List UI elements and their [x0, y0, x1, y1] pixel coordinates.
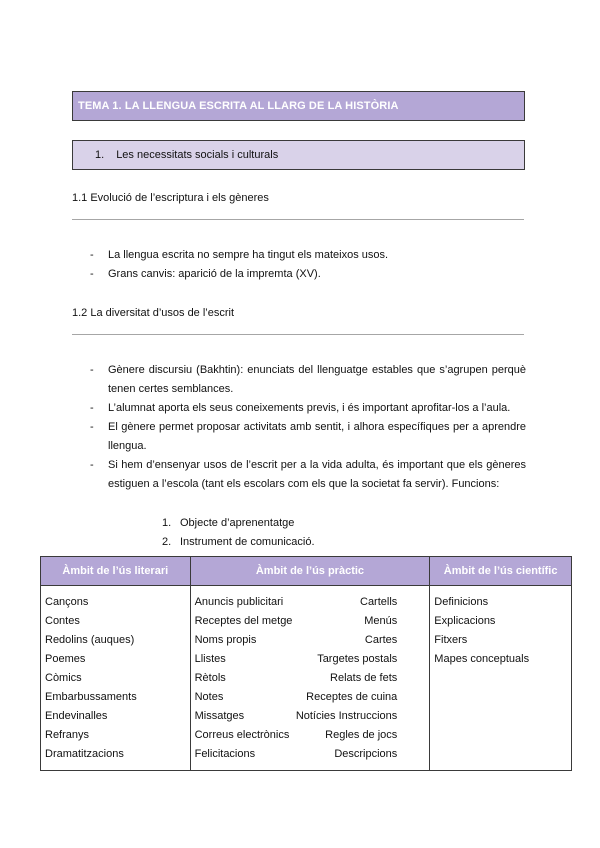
list-item: - Grans canvis: aparició de la impremta (XV).	[90, 265, 526, 284]
section-label: Les necessitats socials i culturals	[116, 149, 279, 161]
header-cientific: Àmbit de l’ús científic	[430, 557, 572, 586]
header-literari: Àmbit de l’ús literari	[41, 557, 191, 586]
section-number: 1.	[95, 149, 105, 161]
list-item: Explicacions	[434, 615, 496, 627]
section-heading	[72, 140, 525, 170]
list-item: Redolins (auques)	[45, 634, 135, 646]
subsection-1-heading: 1.1 Evolució de l’escriptura i els gèneres	[72, 192, 269, 204]
list-item: 1. Objecte d’aprenentatge	[162, 517, 295, 529]
list-item: Còmics	[45, 672, 82, 684]
list-item: - Si hem d’ensenyar usos de l’escrit per a la vida adulta, és important que els gèneres estiguen a l’escola (tant els escolars com els que la societat fa servir). Funcions:	[90, 456, 526, 494]
list-item: Mapes conceptuals	[434, 653, 530, 665]
list-item: Noms propis Cartes	[194, 634, 398, 646]
subsection-2-bullets	[90, 361, 526, 494]
dash-marker: -	[90, 402, 94, 414]
list-item: - Gènere discursiu (Bakhtin): enunciats del llenguatge estables que s’agrupen perquè tenen certes semblances.	[90, 361, 526, 399]
list-item: - La llengua escrita no sempre ha tingut els mateixos usos.	[90, 246, 526, 265]
chapter-title	[72, 91, 525, 121]
chapter-title-text: TEMA 1. LA LLENGUA ESCRITA AL LLARG DE LA HISTÒRIA	[78, 100, 399, 112]
subsection-1-bullets	[90, 246, 526, 284]
divider-2	[72, 334, 524, 335]
subsection-2-heading: 1.2 La diversitat d’usos de l’escrit	[72, 307, 235, 319]
dash-marker: -	[90, 364, 94, 376]
table-header-row	[41, 557, 572, 586]
list-item: Refranys	[45, 729, 90, 741]
dash-marker: -	[90, 459, 94, 471]
column-literari	[41, 586, 191, 771]
list-item: Missatges Notícies Instruccions	[194, 710, 398, 722]
list-item: Correus electrònics Regles de jocs	[194, 729, 398, 741]
list-item: Felicitacions Descripcions	[194, 748, 398, 760]
list-item: Notes Receptes de cuina	[194, 691, 398, 703]
list-item: Fitxers	[434, 634, 468, 646]
dash-marker: -	[90, 268, 94, 280]
list-item: Definicions	[434, 596, 489, 608]
column-cientific	[430, 586, 572, 771]
list-item: Anuncis publicitari Cartells	[194, 596, 398, 608]
column-practic	[190, 586, 430, 771]
list-item: - El gènere permet proposar activitats amb sentit, i alhora específiques per a aprendre llengua.	[90, 418, 526, 456]
table-row	[41, 586, 572, 771]
header-practic: Àmbit de l’ús pràctic	[190, 557, 430, 586]
genres-table	[40, 556, 572, 771]
dash-marker: -	[90, 249, 94, 261]
functions-list	[162, 514, 315, 552]
list-item: Receptes del metge Menús	[194, 615, 398, 627]
divider-1	[72, 219, 524, 220]
list-item: Dramatitzacions	[45, 748, 124, 760]
list-item: Cançons	[45, 596, 89, 608]
list-item: Rètols Relats de fets	[194, 672, 398, 684]
list-item: Contes	[45, 615, 80, 627]
list-item: - L’alumnat aporta els seus coneixements previs, i és important aprofitar-los a l’aula.	[90, 399, 526, 418]
list-item: Llistes Targetes postals	[194, 653, 398, 665]
dash-marker: -	[90, 421, 94, 433]
list-item: Poemes	[45, 653, 86, 665]
list-item: Embarbussaments	[45, 691, 137, 703]
list-item: Endevinalles	[45, 710, 108, 722]
list-item: 2. Instrument de comunicació.	[162, 536, 315, 548]
